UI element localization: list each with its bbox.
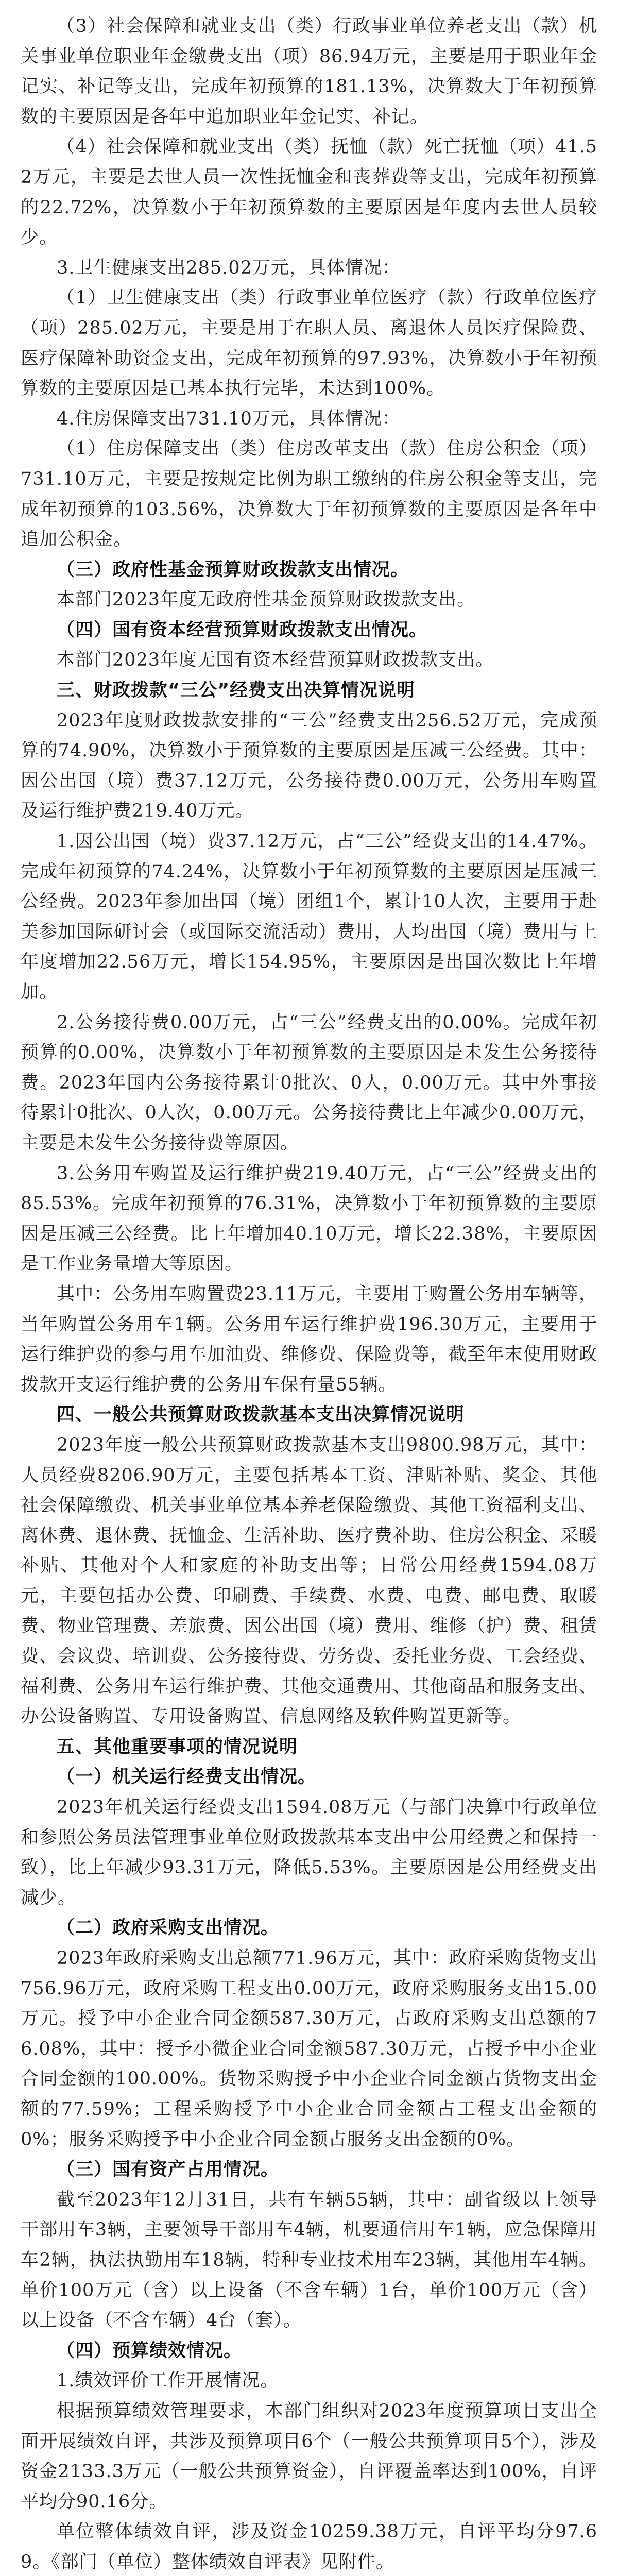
section-heading: （三）政府性基金预算财政拨款支出情况。 — [57, 559, 409, 580]
paragraph: 本部门2023年度无政府性基金预算财政拨款支出。 — [57, 589, 476, 611]
paragraph: 4.住房保障支出731.10万元，具体情况： — [57, 408, 401, 429]
paragraph: （4）社会保障和就业支出（类）抚恤（款）死亡抚恤（项）41.52万元，主要是去世人员一次性抚恤金和丧葬费等支出，完成年初预算的22.72%，决算数小于年初预算数的主要原因是年度内去世人员较少。 — [21, 137, 597, 248]
section-heading: （二）政府采购支出情况。 — [57, 1918, 280, 1939]
paragraph: 单位整体绩效自评，涉及资金10259.38万元，自评平均分97.69。《部门（单位）整体绩效自评表》见附件。 — [21, 2521, 597, 2572]
section-heading: （一）机关运行经费支出情况。 — [57, 1767, 317, 1788]
paragraph: 3.卫生健康支出285.02万元，具体情况： — [57, 257, 401, 278]
paragraph: 1.绩效评价工作开展情况。 — [57, 2370, 279, 2392]
paragraph: 2023年机关运行经费支出1594.08万元（与部门决算中行政单位和参照公务员法管理事业单位财政拨款基本支出中公用经费之和保持一致），比上年减少93.31万元，降低5.53%。主要原因是公用经费支出减少。 — [21, 1797, 597, 1908]
paragraph: 3.公务用车购置及运行维护费219.40万元，占“三公”经费支出的85.53%。完成年初预算的76.31%，决算数小于年初预算数的主要原因是压减三公经费。比上年增加40.10万元，增长22.38%，主要原因是工作业务量增大等原因。 — [21, 1163, 597, 1275]
paragraph: 根据预算绩效管理要求，本部门组织对2023年度预算项目支出全面开展绩效自评，共涉及预算项目6个（一般公共预算项目5个），涉及资金2133.3万元（一般公共预算资金），自评覆盖率达到100%，自评平均分90.16分。 — [21, 2400, 597, 2512]
section-heading: （四）预算绩效情况。 — [57, 2340, 243, 2361]
paragraph: （1）卫生健康支出（类）行政事业单位医疗（款）行政单位医疗（项）285.02万元，主要是用于在职人员、离退休人员医疗保险费、医疗保障补助资金支出，完成年初预算的97.93%，决算数小于年初预算数的主要原因是已基本执行完毕，未达到100%。 — [21, 287, 597, 399]
section-heading: （四）国有资本经营预算财政拨款支出情况。 — [57, 619, 428, 640]
section-heading: 三、财政拨款“三公”经费支出决算情况说明 — [57, 680, 416, 701]
paragraph: （3）社会保障和就业支出（类）行政事业单位养老支出（款）机关事业单位职业年金缴费支出（项）86.94万元，主要是用于职业年金记实、补记等支出，完成年初预算的181.13%，决算数大于年初预算数的主要原因是各年中追加职业年金记实、补记。 — [21, 16, 597, 127]
paragraph: 1.因公出国（境）费37.12万元，占“三公”经费支出的14.47%。完成年初预算的74.24%，决算数小于年初预算数的主要原因是压减三公经费。2023年参加出国（境）团组1个，累计10人次，主要用于赴美参加国际研讨会（或国际交流活动）费用，人均出国（境）费用与上年度增加22.56万元，增长154.95%，主要原因是出国次数比上年增加。 — [21, 831, 597, 1003]
section-heading: 四、一般公共预算财政拨款基本支出决算情况说明 — [57, 1404, 465, 1426]
paragraph: 2023年度一般公共预算财政拨款基本支出9800.98万元，其中：人员经费8206.90万元，主要包括基本工资、津贴补贴、奖金、其他社会保障缴费、机关事业单位基本养老保险缴费、其他工资福利支出、离休费、退休费、抚恤金、生活补助、医疗费补助、住房公积金、采暖补贴、其他对个人和家庭的补助支出等；日常公用经费1594.08万元，主要包括办公费、印刷费、手续费、水费、电费、邮电费、取暖费、物业管理费、差旅费、因公出国（境）费用、维修（护）费、租赁费、会议费、培训费、公务接待费、劳务费、委托业务费、工会经费、福利费、公务用车运行维护费、其他交通费用、其他商品和服务支出、办公设备购置、专用设备购置、信息网络及软件购置更新等。 — [21, 1434, 597, 1727]
section-heading: 五、其他重要事项的情况说明 — [57, 1736, 298, 1757]
paragraph: 2.公务接待费0.00万元，占“三公”经费支出的0.00%。完成年初预算的0.00%，决算数小于年初预算数的主要原因是未发生公务接待费。2023年国内公务接待累计0批次、0人，0.00万元。其中外事接待累计0批次、0人次，0.00万元。公务接待费比上年减少0.00万元，主要是未发生公务接待费等原因。 — [21, 1012, 597, 1154]
paragraph: （1）住房保障支出（类）住房改革支出（款）住房公积金（项）731.10万元，主要是按规定比例为职工缴纳的住房公积金等支出，完成年初预算的103.56%，决算数大于年初预算数的主要原因是各年中追加公积金。 — [21, 438, 597, 550]
paragraph: 其中：公务用车购置费23.11万元，主要用于购置公务用车辆等，当年购置公务用车1辆。公务用车运行维护费196.30万元，主要用于运行维护费的参与用车加油费、维修费、保险费等，截至年末使用财政拨款开支运行维护费的公务用车保有量55辆。 — [21, 1283, 597, 1395]
paragraph: 本部门2023年度无国有资本经营预算财政拨款支出。 — [57, 650, 494, 671]
paragraph: 截至2023年12月31日，共有车辆55辆，其中：副省级以上领导干部用车3辆，主要领导干部用车4辆，机要通信用车1辆，应急保障用车2辆，执法执勤用车18辆，特种专业技术用车23辆，其他用车4辆。单价100万元（含）以上设备（不含车辆）1台，单价100万元（含）以上设备（不含车辆）4台（套）。 — [21, 2189, 597, 2331]
section-heading: （三）国有资产占用情况。 — [57, 2159, 280, 2180]
paragraph: 2023年政府采购支出总额771.96万元，其中：政府采购货物支出756.96万元，政府采购工程支出0.00万元，政府采购服务支出15.00万元。授予中小企业合同金额587.30万元，占政府采购支出总额的76.08%，其中：授予小微企业合同金额587.30万元，占授予中小企业合同金额的100.00%。货物采购授予中小企业合同金额占货物支出金额的77.59%；工程采购授予中小企业合同金额占工程支出金额的0%；服务采购授予中小企业合同金额占服务支出金额的0%。 — [21, 1948, 597, 2150]
paragraph: 2023年度财政拨款安排的“三公”经费支出256.52万元，完成预算的74.90%，决算数小于预算数的主要原因是压减三公经费。其中：因公出国（境）费37.12万元，公务接待费0.00万元，公务用车购置及运行维护费219.40万元。 — [21, 710, 597, 822]
